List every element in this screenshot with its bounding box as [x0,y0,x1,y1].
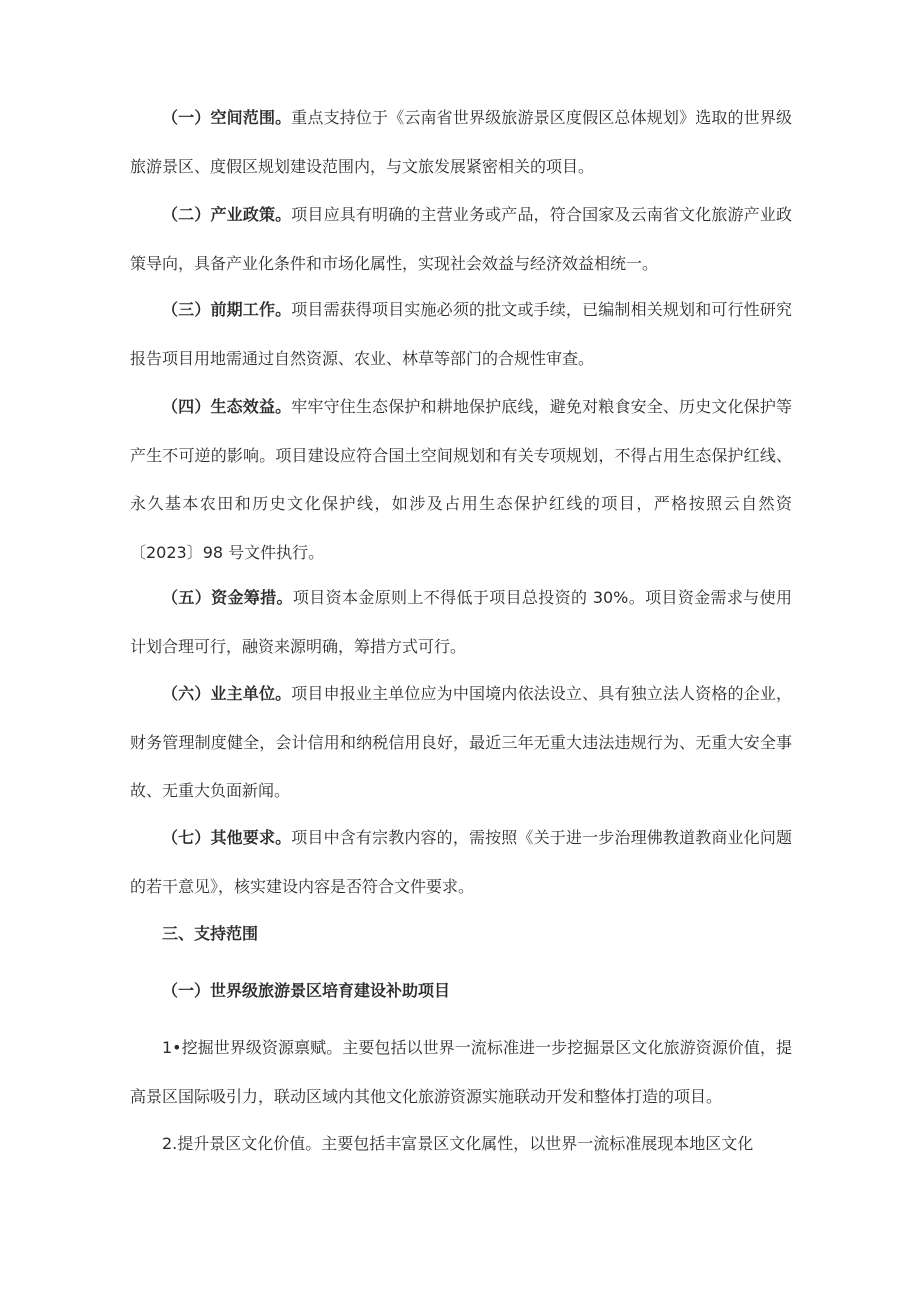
list-item: 2.提升景区文化价值。主要包括丰富景区文化属性，以世界一流标准展现本地区文化 [162,1134,754,1153]
requirement-body: 项目申报业主单位应为中国境内依法设立、具有独立法人资格的企业，财务管理制度健全，会计信用和纳税信用良好，最近三年无重大违法违规行为、无重大安全事故、无重大负面新闻。 [130,684,792,800]
requirement-body: 项目需获得项目实施必须的批文或手续，已编制相关规划和可行性研究报告项目用地需通过自然资源、农业、林草等部门的合规性审查。 [130,300,792,368]
requirement-body: 牢牢守住生态保护和耕地保护底线，避免对粮食安全、历史文化保护等产生不可逆的影响。项目建设应符合国土空间规划和有关专项规划，不得占用生态保护红线、永久基本农田和历史文化保护线，如涉及占用生态保护红线的项目，严格按照云自然资〔2023〕98 号文件执行。 [130,397,792,562]
requirement-lead: （二）产业政策。 [162,205,292,224]
subsection-heading: （一）世界级旅游景区培育建设补助项目 [162,981,451,1000]
requirement-industry-policy [130,191,792,288]
requirement-lead: （四）生态效益。 [162,397,292,416]
requirement-lead: （六）业主单位。 [162,684,292,703]
requirement-fund-raising [130,574,792,671]
requirement-body: 项目资本金原则上不得低于项目总投资的 30%。项目资金需求与使用计划合理可行，融资来源明确，筹措方式可行。 [130,588,792,656]
requirement-body: 项目中含有宗教内容的，需按照《关于进一步治理佛教道教商业化问题的若干意见》，核实建设内容是否符合文件要求。 [130,828,792,896]
requirement-owner-unit [130,670,792,816]
requirement-body: 重点支持位于《云南省世界级旅游景区度假区总体规划》选取的世界级旅游景区、度假区规划建设范围内，与文旅发展紧密相关的项目。 [130,108,792,176]
requirement-body: 项目应具有明确的主营业务或产品，符合国家及云南省文化旅游产业政策导向，具备产业化条件和市场化属性，实现社会效益与经济效益相统一。 [130,205,792,273]
requirement-preliminary-work [130,286,792,383]
requirement-lead: （五）资金筹措。 [162,588,293,607]
requirement-space-scope [130,94,792,191]
requirement-ecological-benefit [130,383,792,577]
requirement-lead: （一）空间范围。 [162,108,292,127]
requirement-other [130,814,792,911]
list-item: 1•挖掘世界级资源禀赋。主要包括以世界一流标准进一步挖掘景区文化旅游资源价值，提高景区国际吸引力，联动区域内其他文化旅游资源实施联动开发和整体打造的项目。 [130,1038,792,1106]
section-heading: 三、支持范围 [162,924,259,943]
requirement-lead: （三）前期工作。 [162,300,292,319]
requirement-lead: （七）其他要求。 [162,828,292,847]
